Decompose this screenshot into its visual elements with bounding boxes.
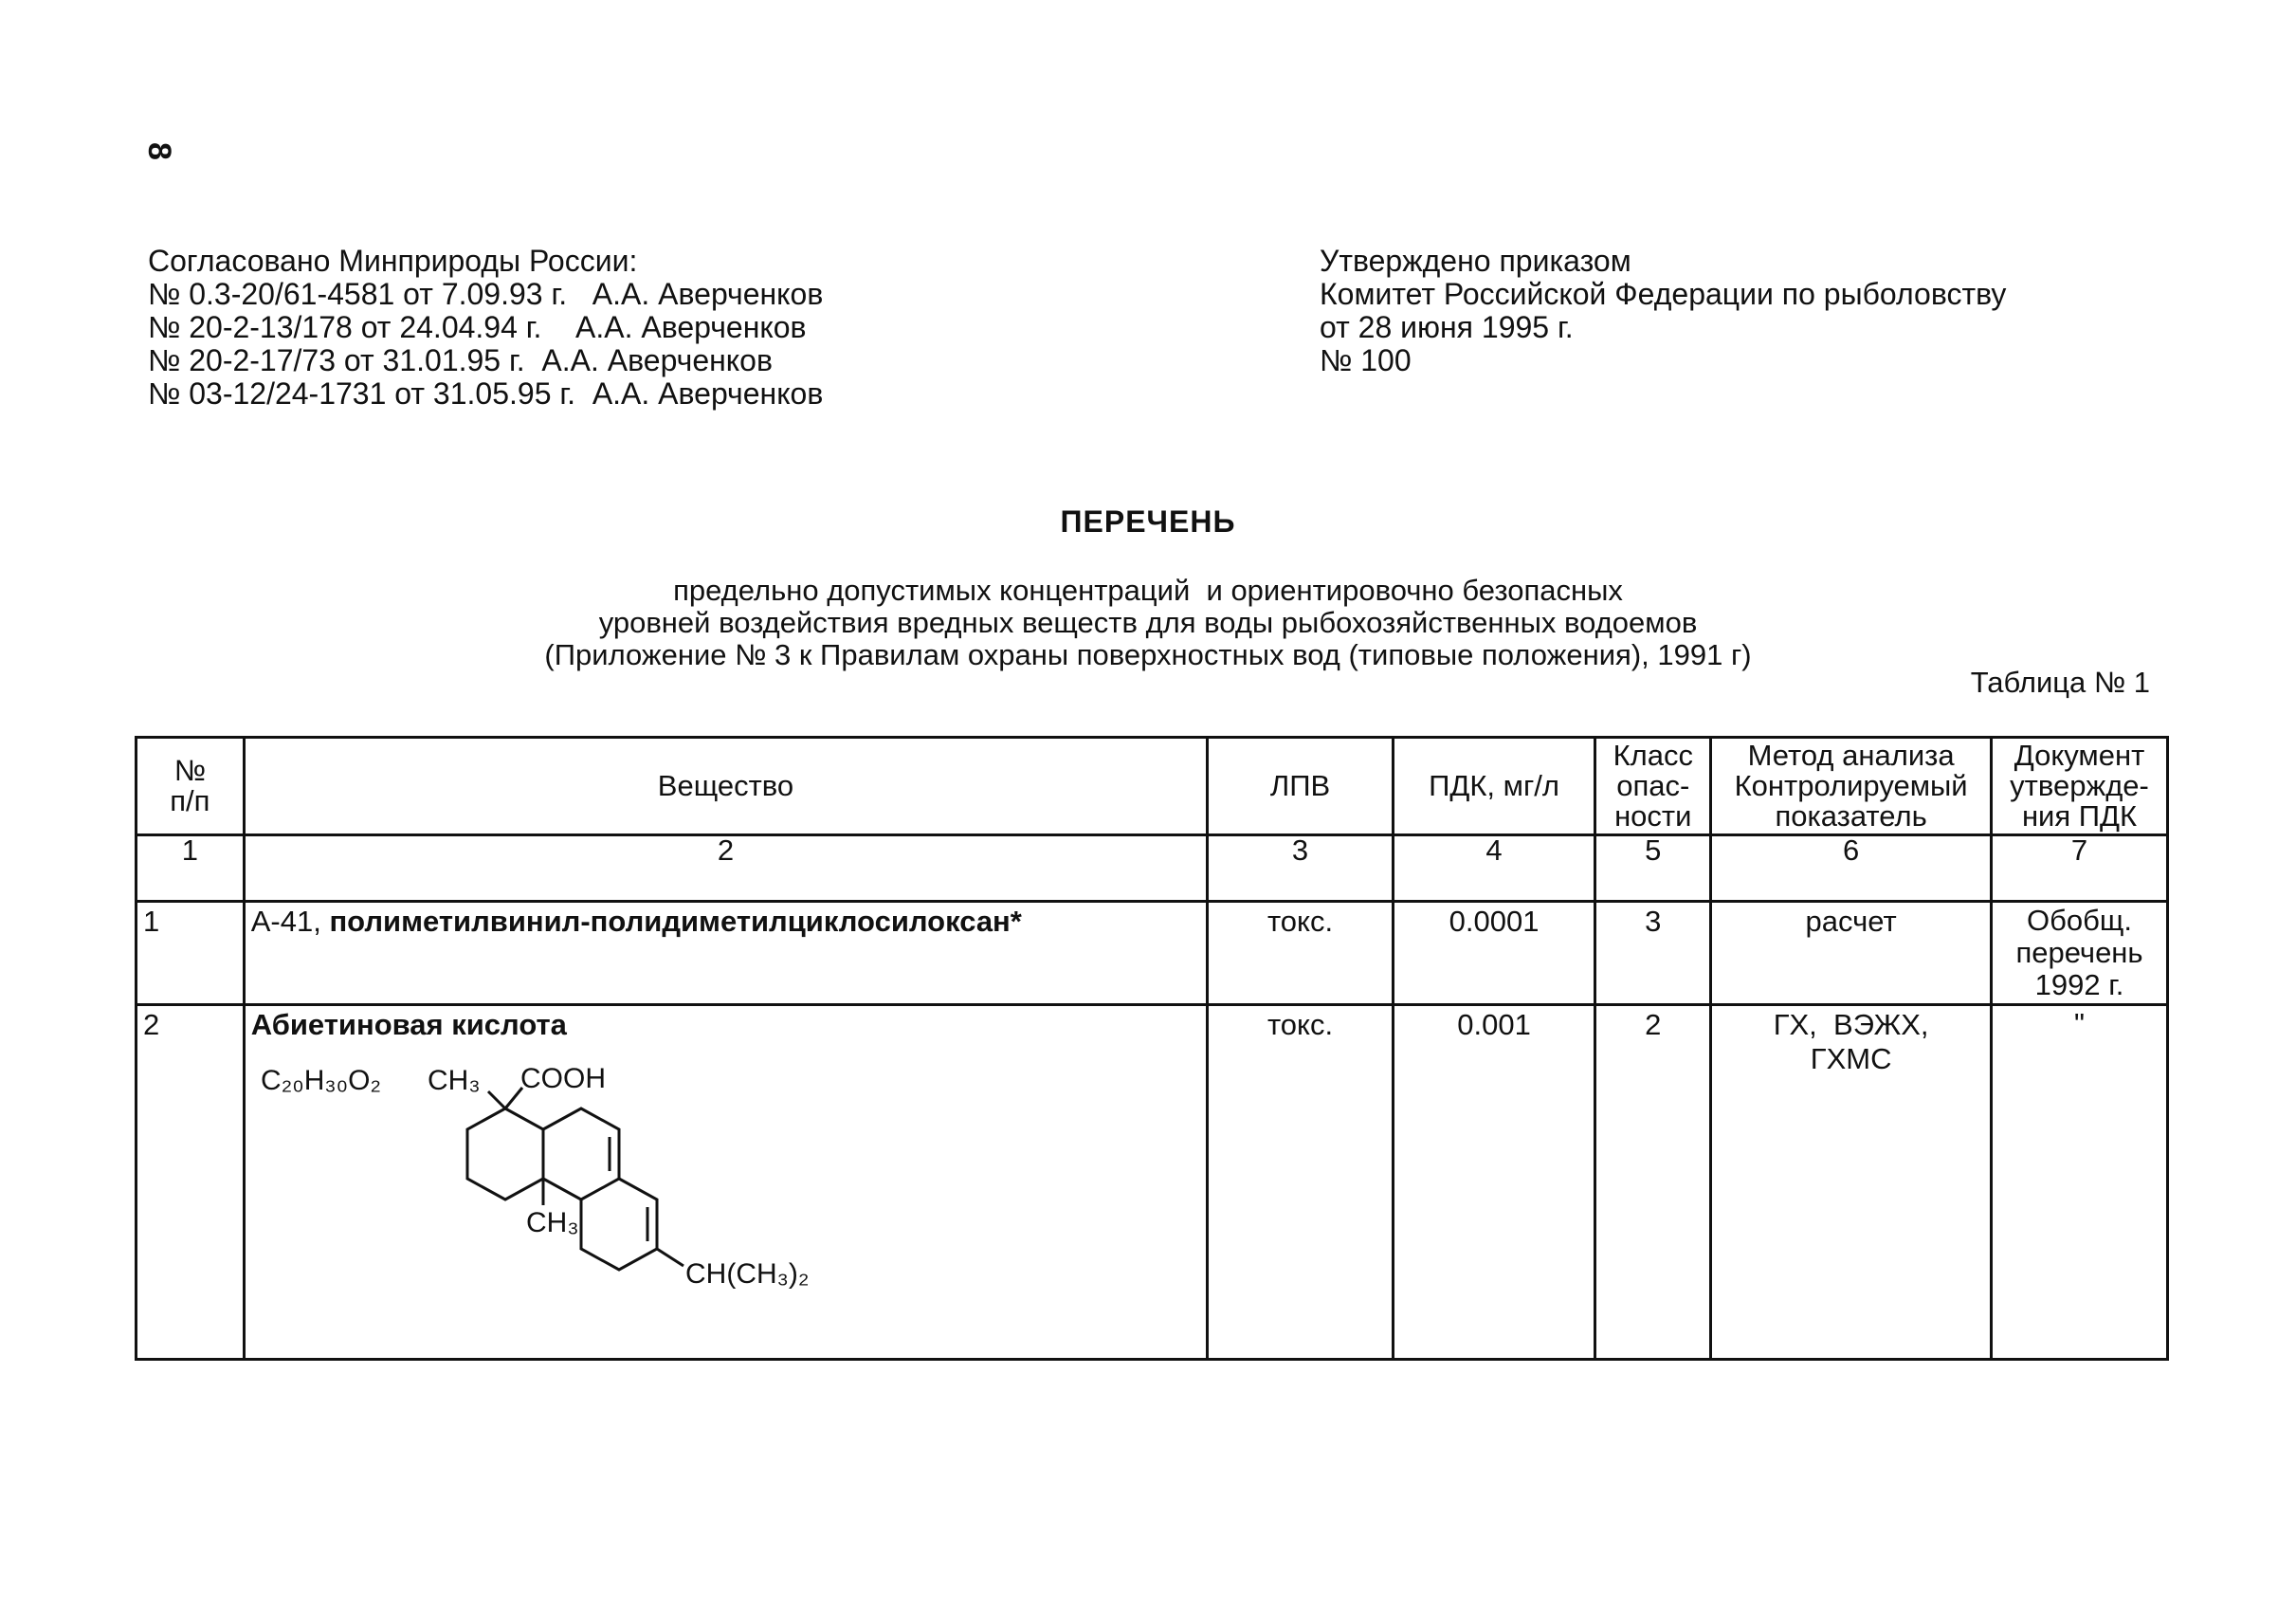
header-method-line: показатель <box>1775 799 1927 833</box>
column-number-row <box>137 835 2168 902</box>
header-analysis-method <box>1711 738 1992 835</box>
header-document-line: Документ <box>2014 739 2145 772</box>
column-number: 3 <box>1208 835 1394 902</box>
abietic-acid-structure <box>251 1050 877 1334</box>
row-hazard: 3 <box>1595 902 1711 1005</box>
column-number: 5 <box>1595 835 1711 902</box>
pdk-table <box>135 736 2169 1361</box>
header-method-line: Контролируемый <box>1734 769 1968 802</box>
methyl-label: CH₃ <box>427 1065 481 1096</box>
approval-line: № 20-2-17/73 от 31.01.95 г. А.А. Аверченков <box>148 343 773 377</box>
approved-by-block <box>1320 245 2006 377</box>
header-num-line: п/п <box>170 784 210 817</box>
document-line: 1992 г. <box>2034 968 2124 1001</box>
header-hazard-class <box>1595 738 1711 835</box>
header-method-line: Метод анализа <box>1747 739 1955 772</box>
row-pdk: 0.001 <box>1393 1005 1595 1360</box>
row-pdk: 0.0001 <box>1393 902 1595 1005</box>
header-document-line: ния ПДК <box>2021 799 2138 833</box>
approval-line: № 20-2-13/178 от 24.04.94 г. А.А. Аверченков <box>148 310 807 344</box>
page-number: 8 <box>140 142 177 160</box>
substance-name: Абиетиновая кислота <box>250 1008 567 1041</box>
header-num <box>137 738 245 835</box>
approvals-block <box>148 245 823 411</box>
header-document <box>1992 738 2168 835</box>
isopropyl-bond <box>657 1249 683 1266</box>
document-line: перечень <box>2015 936 2143 969</box>
subtitle-line: предельно допустимых концентраций и ориентировочно безопасных <box>673 574 1623 607</box>
approved-line: Комитет Российской Федерации по рыболовству <box>1320 277 2007 311</box>
document-title: ПЕРЕЧЕНЬ <box>1060 504 1236 539</box>
ring-b-bonds <box>543 1108 619 1200</box>
row-method: расчет <box>1711 902 1992 1005</box>
methyl-bond <box>488 1091 505 1108</box>
carboxyl-label: COOH <box>519 1063 606 1094</box>
row-num: 1 <box>137 902 245 1005</box>
approved-line: № 100 <box>1320 343 1412 377</box>
row-document <box>1992 902 2168 1005</box>
table-label: Таблица № 1 <box>1970 666 2150 699</box>
approved-line: от 28 июня 1995 г. <box>1320 310 1574 344</box>
table-row <box>137 1005 2168 1360</box>
row-hazard: 2 <box>1595 1005 1711 1360</box>
method-line: ГХМС <box>1810 1042 1892 1075</box>
structural-formula <box>251 1050 877 1334</box>
row-substance <box>244 902 1208 1005</box>
header-document-line: утвержде- <box>2010 769 2149 802</box>
approval-line: № 0.3-20/61-4581 от 7.09.93 г. А.А. Аверченков <box>148 277 824 311</box>
substance-prefix: А-41, <box>250 905 330 938</box>
method-line: ГХ, ВЭЖХ, <box>1773 1008 1929 1041</box>
subtitle-line: уровней воздействия вредных веществ для воды рыбохозяйственных водоемов <box>598 606 1698 639</box>
column-number: 1 <box>137 835 245 902</box>
document-subtitle <box>0 575 2296 671</box>
approved-line: Утверждено приказом <box>1320 244 1631 278</box>
row-substance <box>244 1005 1208 1360</box>
header-hazard-line: Класс <box>1613 739 1693 772</box>
subtitle-line: (Приложение № 3 к Правилам охраны поверхностных вод (типовые положения), 1991 г) <box>544 638 1752 671</box>
row-method <box>1711 1005 1992 1360</box>
row-document: " <box>1992 1005 2168 1360</box>
column-number: 2 <box>244 835 1208 902</box>
row-num: 2 <box>137 1005 245 1360</box>
approvals-heading: Согласовано Минприроды России: <box>148 244 638 278</box>
header-hazard-line: ности <box>1614 799 1692 833</box>
row-lpv: токс. <box>1208 1005 1394 1360</box>
header-substance: Вещество <box>244 738 1208 835</box>
header-num-line: № <box>173 754 206 787</box>
document-line: Обобщ. <box>2027 904 2133 937</box>
methyl-label: CH₃ <box>525 1207 579 1238</box>
table-header-row <box>137 738 2168 835</box>
header-lpv: ЛПВ <box>1208 738 1394 835</box>
molecular-formula: C₂₀H₃₀O₂ <box>260 1065 381 1096</box>
header-pdk: ПДК, мг/л <box>1393 738 1595 835</box>
header-hazard-line: опас- <box>1616 769 1690 802</box>
column-number: 4 <box>1393 835 1595 902</box>
isopropyl-label: CH(CH₃)₂ <box>684 1258 810 1290</box>
substance-name: полиметилвинил-полидиметилциклосилоксан* <box>329 905 1022 938</box>
column-number: 7 <box>1992 835 2168 902</box>
ring-a-bonds <box>467 1108 543 1200</box>
row-lpv: токс. <box>1208 902 1394 1005</box>
table-row <box>137 902 2168 1005</box>
column-number: 6 <box>1711 835 1992 902</box>
approval-line: № 03-12/24-1731 от 31.05.95 г. А.А. Аверченков <box>148 376 824 411</box>
